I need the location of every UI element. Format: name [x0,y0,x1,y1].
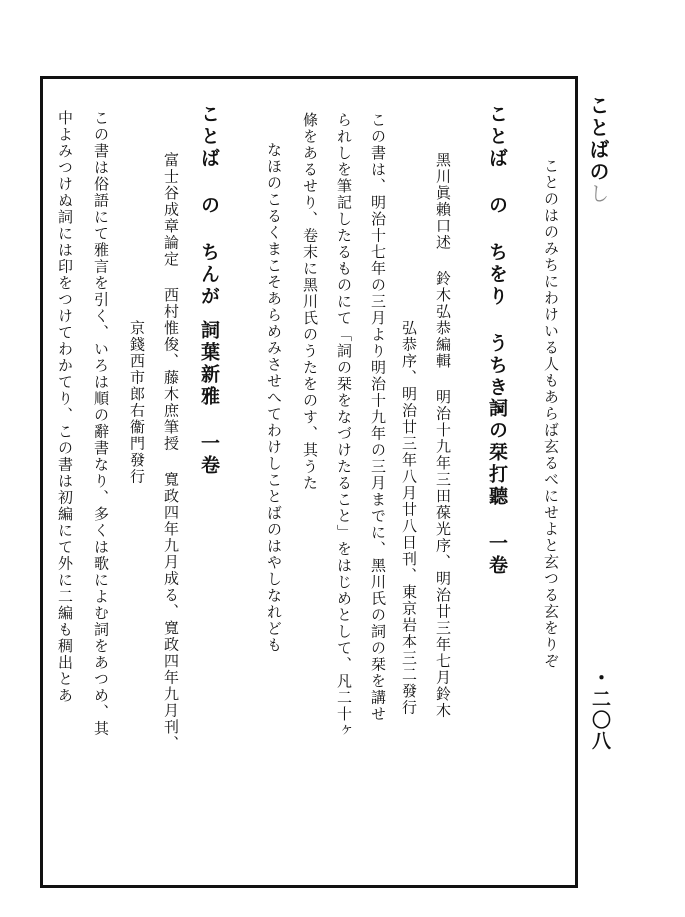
entry1-body-line-2: られしを筆記したるものにて「詞の栞をなづけたること」をはじめとして、凡二十ヶ [335,112,353,739]
entry1-publication-line: 弘恭序、明治廿三年八月廿八日刊、東京岩本三二發行 [400,320,418,716]
entry2-body-line-1: この書は俗語にて雅言を引く、いろは順の辭書なり、多くは歌によむ詞をあつめ、其 [92,110,110,737]
entry2-publisher-line: 京錢西市郎右衞門發行 [128,320,146,485]
entry2-heading: ことば の ちんが [198,104,220,308]
entry2-author-line: 富士谷成章論定 西村惟俊、藤木庶筆授 寬政四年九月成る、寬政四年九月刊、 [162,152,180,752]
intro-poem: ことのはのみちにわけいる人もあらば玄るべにせよと玄つる玄をりぞ [542,158,560,670]
entry1-body-line-1: この書は、明治十七年の三月より明治十九年の三月までに、黑川氏の詞の栞を講せ [369,112,387,723]
entry1-heading: ことば の ちをり うちきゝ [486,104,508,421]
page-number: ・二〇八 [589,668,611,752]
entry1-author-line: 黑川眞賴口述 鈴木弘恭編輯 明治十九年三田葆光序、明治廿三年七月鈴木 [434,152,452,719]
entry1-body-line-4: なほのこるくまこそあらめみさせへてわけしことばのはやしなれども [265,142,283,654]
running-head-faint: し [586,183,610,205]
running-head-title: ことばの [586,95,610,183]
entry2-title: 詞葉新雅 一卷 [198,320,220,477]
entry2-body-line-2: 中よみつけぬ詞には印をつけてわかてり、この書は初編にて外に二編も稠出とあ [56,110,74,704]
entry1-body-line-3: 條をあるせり、卷末に黑川氏のうたをのす、其うた [301,112,319,492]
entry1-title: 詞の栞打聽 一卷 [486,398,508,577]
running-head [588,95,608,205]
